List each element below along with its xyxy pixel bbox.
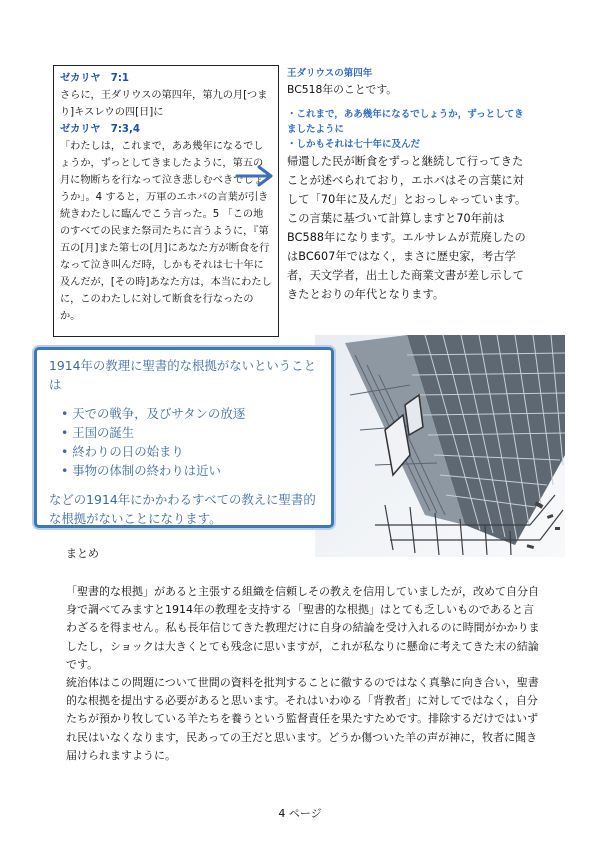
callout-closing: などの1914年にかかわるすべての教えに聖書的な根拠がないことになります。 bbox=[49, 492, 316, 526]
scripture-box bbox=[53, 65, 279, 337]
commentary-text-1: BC518年のことです。 bbox=[287, 83, 398, 96]
summary-paragraph-1: 「聖書的な根拠」があると主張する組織を信頼しその教えを信用していましたが，改めて自分自身で調べてみますと1914年の教理を支持する「聖書的な根拠」はとても乏しいものであると言わざるを得ません。私も長年信じてきた教理だけに自身の結論を受け入れるのに時間がかかりましたし，ショックは大きくとても残念に思いますが，これが私なりに懸命に考えてきた末の結論です。 bbox=[66, 585, 540, 671]
callout-list bbox=[61, 404, 319, 480]
summary-heading: まとめ bbox=[66, 547, 99, 560]
scripture-text-1: さらに，王ダリウスの第四年，第九の月[つまり]キスレウの四[日]に bbox=[60, 90, 268, 118]
callout-title: 1914年の教理に聖書的な根拠がないということは bbox=[49, 358, 316, 392]
list-item: • 王国の誕生 bbox=[61, 423, 319, 442]
list-item: • 天での戦争，及びサタンの放逐 bbox=[61, 404, 319, 423]
right-arrow-icon bbox=[235, 163, 275, 189]
page-number: 4 ページ bbox=[278, 807, 322, 820]
summary-paragraph-2: 統治体はこの問題について世間の資料を批判することに徹するのではなく真摯に向き合い，聖書的な根拠を提出する必要があると思います。それはいわゆる「背教者」に対してではなく，自分たちが預かり牧している羊たちを養うという監督責任を果たすためです。排除するだけではいずれ民はいなくなります，民あっての王だと思います。どうか傷ついた羊の声が神に，牧者に聞き届けられますように。 bbox=[66, 676, 539, 762]
commentary-highlight-1: 王ダリウスの第四年 bbox=[287, 68, 373, 79]
commentary-highlight-2: ・これまで，ああ幾年になるでしょうか，ずっとしてきましたように bbox=[287, 109, 524, 135]
list-item: • 事物の体制の終わりは近い bbox=[61, 461, 319, 480]
callout-box bbox=[34, 347, 334, 528]
scripture-ref-1: ゼカリヤ 7:1 bbox=[60, 73, 129, 84]
collapsing-building-illustration bbox=[315, 335, 565, 557]
list-item: • 終わりの日の始まり bbox=[61, 442, 319, 461]
commentary-highlight-3: ・しかもそれは七十年に及んだ bbox=[287, 139, 421, 150]
scripture-text-2: 「わたしは，これまで，ああ幾年になるでしょうか，ずっとしてきましたように，第五の月に物断ちを行なって泣き悲しむべきでしょうか」。4 すると，万軍のエホバの言葉が引き続きわたしに臨んでこう言った。5 「この地のすべての民また祭司たちに言うように，『第五の[月]また第七の[月]にあなた方が断食を行なって泣き叫んだ時，しかもそれは七十年に及んだが，[その時]あなた方は，本当にわたしに，このわたしに対して断食を行なったのか。 bbox=[60, 141, 272, 322]
scripture-ref-2: ゼカリヤ 7:3,4 bbox=[60, 124, 140, 135]
summary-body bbox=[66, 583, 544, 765]
commentary-text-2: 帰還した民が断食をずっと継続して行ってきたことが述べられており，エホバはその言葉に対して「70年に及んだ」とおっしゃっています。この言葉に基づいて計算しますと70年前はBC588年になります。エルサレムが荒廃したのはBC607年ではなく，まさに歴史家，考古学者，天文学者，出土した商業文書が差し示してきたとおりの年代となります。 bbox=[287, 155, 527, 301]
commentary bbox=[287, 66, 527, 304]
